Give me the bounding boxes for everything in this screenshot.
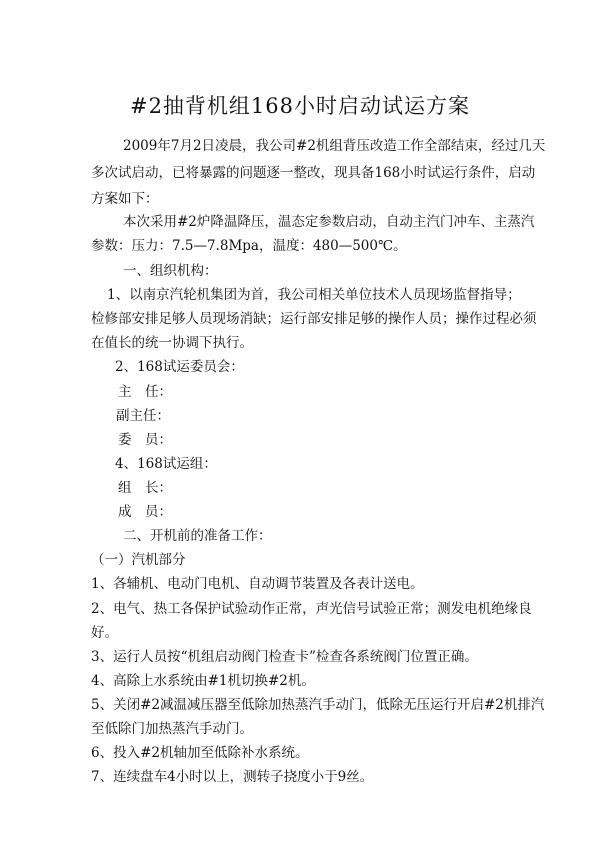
org-item-1-line-2: 检修部安排足够人员现场消缺；运行部安排足够的操作人员；操作过程必须 xyxy=(91,311,537,327)
intro-line-3: 方案如下： xyxy=(91,191,159,207)
committee-members: 委 员： xyxy=(118,432,172,448)
prep-item-4: 4、高除上水系统由#1机切换#2机。 xyxy=(91,673,315,689)
prep-item-2-line-1: 2、电气、热工各保护试验动作正常，声光信号试验正常；测发电机绝缘良 xyxy=(91,601,532,617)
committee-deputy-director: 副主任： xyxy=(116,408,170,424)
org-item-1-line-3: 在值长的统一协调下执行。 xyxy=(91,335,253,351)
params-line-1: 本次采用#2炉降温降压，温态定参数启动，自动主汽门冲车、主蒸汽 xyxy=(123,214,535,230)
prep-item-3: 3、运行人员按“机组启动阀门检查卡”检查各系统阀门位置正确。 xyxy=(91,649,478,665)
prep-item-7: 7、连续盘车4小时以上，测转子挠度小于9丝。 xyxy=(91,769,374,785)
prep-item-5-line-2: 至低除门加热蒸汽手动门。 xyxy=(91,721,253,737)
group-leader: 组 长： xyxy=(118,480,172,496)
org-item-2-committee: 2、168试运委员会： xyxy=(115,359,244,375)
section-heading-preparation: 二、开机前的准备工作： xyxy=(123,528,272,544)
org-item-1-line-1: 1、以南京汽轮机集团为首，我公司相关单位技术人员现场监督指导； xyxy=(107,287,521,303)
prep-item-5-line-1: 5、关闭#2减温减压器至低除加热蒸汽手动门，低除无压运行开启#2机排汽 xyxy=(91,697,545,713)
params-line-2: 参数：压力：7.5—7.8Mpa，温度：480—500℃。 xyxy=(91,238,407,254)
group-members: 成 员： xyxy=(118,504,172,520)
committee-director: 主 任： xyxy=(118,384,172,400)
prep-item-1: 1、各辅机、电动门电机、自动调节装置及各表计送电。 xyxy=(91,576,424,592)
page-title: #2抽背机组168小时启动试运方案 xyxy=(129,94,471,118)
intro-line-2: 多次试启动，已将暴露的问题逐一整改，现具备168小时试运行条件，启动 xyxy=(91,165,536,181)
prep-item-6: 6、投入#2机轴加至低除补水系统。 xyxy=(91,745,309,761)
org-item-4-trial-group: 4、168试运组： xyxy=(115,456,217,472)
section-heading-organization: 一、组织机构： xyxy=(123,263,218,279)
subsection-heading-turbine: （一）汽机部分 xyxy=(91,552,186,568)
intro-line-1: 2009年7月2日凌晨，我公司#2机组背压改造工作全部结束，经过几天 xyxy=(123,138,546,154)
prep-item-2-line-2: 好。 xyxy=(91,625,118,641)
